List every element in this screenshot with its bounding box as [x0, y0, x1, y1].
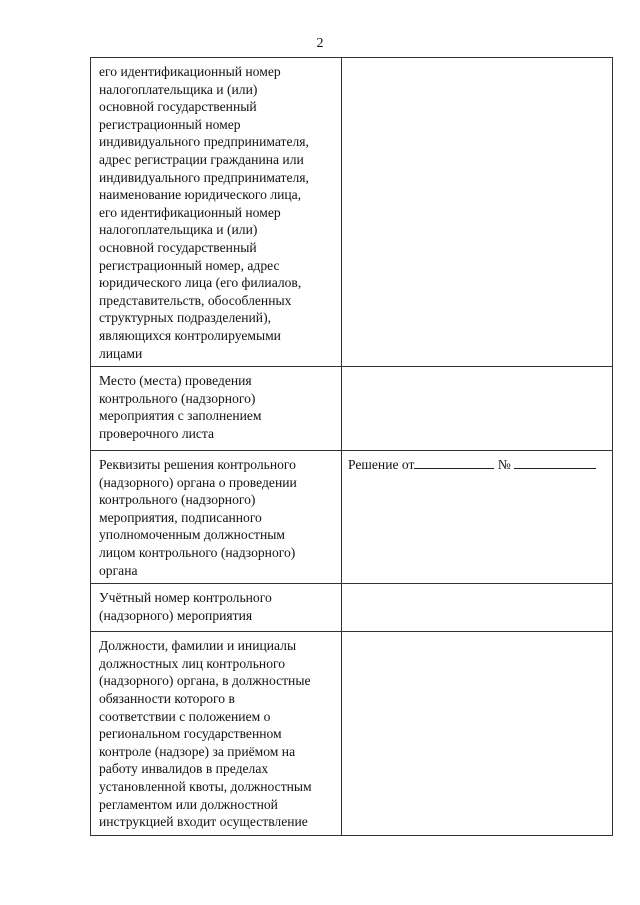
row-label-officials: Должности, фамилии и инициалы должностных лиц контрольного (надзорного) органа, в должностные обязанности которого в соответствии с положением о региональном государственном контроле (надзоре) за приёмом на работу инвалидов в пределах установленной квоты, должностным регламентом или должностной инструкцией входит осуществление — [91, 632, 342, 836]
table-row — [91, 451, 613, 584]
row-value-controlled-persons — [342, 58, 613, 367]
row-label-controlled-persons: его идентификационный номер налогоплательщика и (или) основной государственный регистрационный номер индивидуального предпринимателя, адрес регистрации гражданина или индивидуального предпринимателя, наименование юридического лица, его идентификационный номер налогоплательщика и (или) основной государственный регистрационный номер, адрес юридического лица (его филиалов, представительств, обособленных структурных подразделений), являющихся контролируемыми лицами — [91, 58, 342, 367]
decision-prefix: Решение от — [348, 457, 415, 473]
row-label-registration-number: Учётный номер контрольного (надзорного) мероприятия — [91, 584, 342, 632]
row-value-decision-details — [342, 451, 613, 584]
checklist-table — [90, 57, 613, 836]
table-row — [91, 58, 613, 367]
table-row — [91, 367, 613, 451]
row-label-inspection-place: Место (места) проведения контрольного (надзорного) мероприятия с заполнением проверочного листа — [91, 367, 342, 451]
row-value-registration-number — [342, 584, 613, 632]
page-number: 2 — [316, 36, 324, 51]
decision-date-blank — [414, 456, 494, 469]
row-label-decision-details: Реквизиты решения контрольного (надзорного) органа о проведении контрольного (надзорного) мероприятия, подписанного уполномоченным должностным лицом контрольного (надзорного) органа — [91, 451, 342, 584]
decision-number-sign: № — [497, 457, 511, 473]
table-row — [91, 584, 613, 632]
row-value-inspection-place — [342, 367, 613, 451]
table-row — [91, 632, 613, 836]
row-value-officials — [342, 632, 613, 836]
decision-number-blank — [514, 456, 596, 469]
